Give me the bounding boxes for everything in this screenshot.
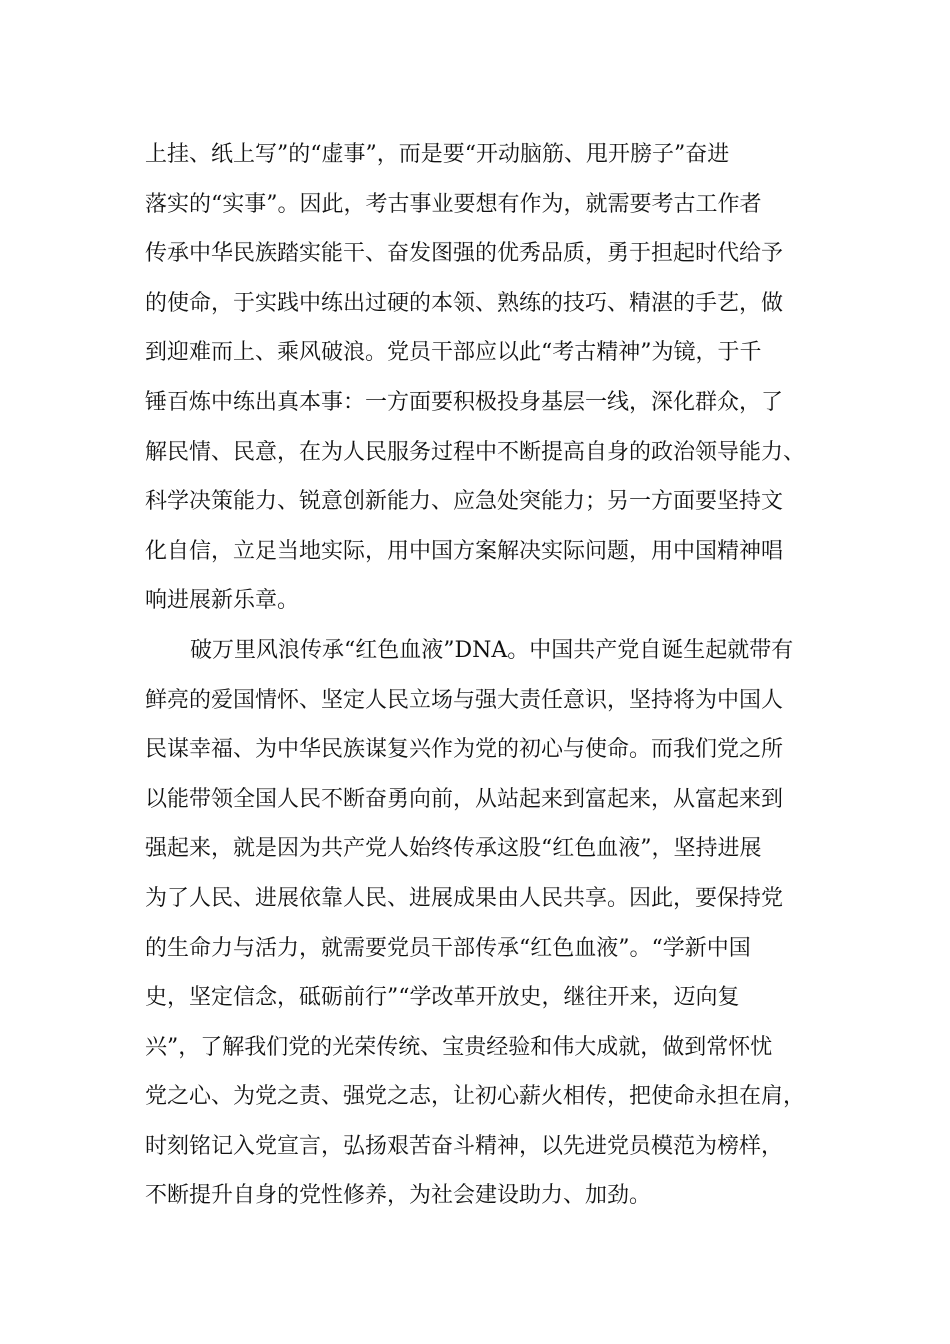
paragraph-line: 的使命，于实践中练出过硬的本领、熟练的技巧、精湛的手艺，做 [145,290,784,316]
paragraph-line: 强起来，就是因为共产党人始终传承这股“红色血液”，坚持进展 [145,836,762,862]
paragraph-line: 以能带领全国人民不断奋勇向前，从站起来到富起来，从富起来到 [145,786,784,812]
paragraph-line: 锤百炼中练出真本事：一方面要积极投身基层一线，深化群众，了 [145,389,784,415]
paragraph-2 [145,626,835,1221]
body-text [145,130,835,1221]
paragraph-line: 落实的“实事”。因此，考古事业要想有作为，就需要考古工作者 [145,191,762,217]
paragraph-line: 上挂、纸上写”的“虚事”，而是要“开动脑筋、甩开膀子”奋进 [145,142,730,167]
paragraph-line: 科学决策能力、锐意创新能力、应急处突能力；另一方面要坚持文 [145,489,784,515]
paragraph-line: 时刻铭记入党宣言，弘扬艰苦奋斗精神，以先进党员模范为榜样， [145,1133,784,1159]
paragraph-line: 为了人民、进展依靠人民、进展成果由人民共享。因此，要保持党 [145,885,784,911]
paragraph-1 [145,130,835,626]
paragraph-line: 的生命力与活力，就需要党员干部传承“红色血液”。“学新中国 [145,935,751,961]
paragraph-line: 化自信，立足当地实际，用中国方案解决实际问题，用中国精神唱 [145,538,784,564]
paragraph-line: 响进展新乐章。 [145,588,300,614]
paragraph-line: 民谋幸福、为中华民族谋复兴作为党的初心与使命。而我们党之所 [145,737,784,763]
paragraph-line: 史，坚定信念，砥砺前行”“学改革开放史，继往开来，迈向复 [145,985,740,1011]
paragraph-line: 解民情、民意，在为人民服务过程中不断提高自身的政治领导能力、 [145,439,806,465]
paragraph-line: 不断提升自身的党性修养，为社会建设助力、加劲。 [145,1183,652,1209]
paragraph-line: 破万里风浪传承“红色血液”DNA。中国共产党自诞生起就带有 [190,637,794,663]
paragraph-line: 到迎难而上、乘风破浪。党员干部应以此“考古精神”为镜，于千 [145,340,762,366]
paragraph-line: 党之心、为党之责、强党之志，让初心薪火相传，把使命永担在肩， [145,1084,806,1110]
paragraph-line: 兴”，了解我们党的光荣传统、宝贵经验和伟大成就，做到常怀忧 [145,1034,773,1060]
paragraph-line: 传承中华民族踏实能干、奋发图强的优秀品质，勇于担起时代给予 [145,241,784,267]
paragraph-line: 鲜亮的爱国情怀、坚定人民立场与强大责任意识，坚持将为中国人 [145,687,784,713]
